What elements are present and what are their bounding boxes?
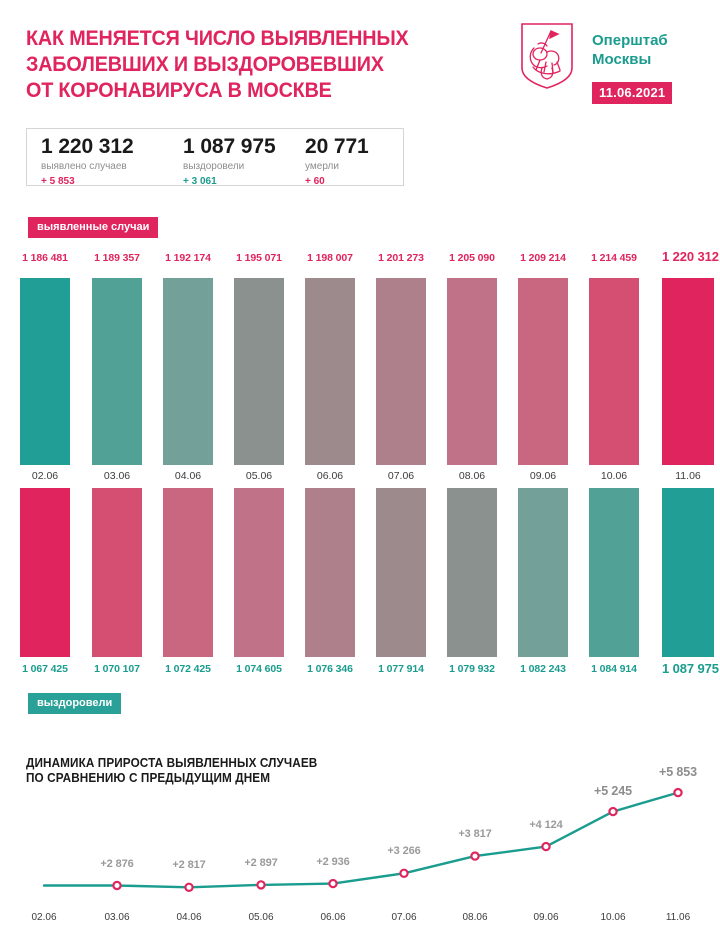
bar-recovered bbox=[662, 488, 714, 657]
line-chart bbox=[0, 748, 720, 935]
bar-date-label: 07.06 bbox=[387, 470, 415, 482]
stat-cases-delta: + 5 853 bbox=[41, 176, 75, 187]
bar-date-label: 10.06 bbox=[600, 470, 628, 482]
line-chart-point-marker bbox=[185, 884, 192, 891]
line-chart-value-label: +2 876 bbox=[100, 857, 134, 870]
bar-value-label-recovered: 1 067 425 bbox=[22, 663, 68, 675]
line-chart-value-label: +5 853 bbox=[659, 764, 697, 779]
bar-value-label-recovered: 1 087 975 bbox=[662, 661, 719, 676]
brand-block bbox=[520, 22, 710, 112]
line-chart-point-marker bbox=[674, 789, 681, 796]
bar-column bbox=[305, 240, 355, 680]
stat-deaths-delta: + 60 bbox=[305, 176, 325, 187]
bar-value-label-cases: 1 201 273 bbox=[378, 252, 424, 264]
bar-cases bbox=[662, 278, 714, 465]
bar-value-label-recovered: 1 072 425 bbox=[165, 663, 211, 675]
line-chart-series-path bbox=[44, 793, 678, 888]
bar-value-label-recovered: 1 077 914 bbox=[378, 663, 424, 675]
line-chart-value-label: +3 266 bbox=[387, 845, 421, 858]
bar-cases bbox=[92, 278, 142, 465]
bar-value-label-cases: 1 195 071 bbox=[236, 252, 282, 264]
bar-date-label: 03.06 bbox=[103, 470, 131, 482]
bar-value-label-cases: 1 186 481 bbox=[22, 252, 68, 264]
bar-chart-group bbox=[0, 240, 720, 680]
bar-recovered bbox=[589, 488, 639, 657]
bar-recovered bbox=[163, 488, 213, 657]
stat-recovered bbox=[183, 136, 276, 188]
line-chart-point-marker bbox=[329, 880, 336, 887]
stat-cases bbox=[41, 136, 134, 188]
brand-name-line-1: Оперштаб bbox=[592, 32, 668, 49]
stat-deaths bbox=[305, 136, 369, 188]
line-chart-value-label: +2 936 bbox=[316, 855, 350, 868]
page-title-line-2: ЗАБОЛЕВШИХ И ВЫЗДОРОВЕВШИХ bbox=[26, 52, 384, 76]
bar-cases bbox=[447, 278, 497, 465]
line-chart-value-label: +3 817 bbox=[458, 828, 492, 841]
bar-value-label-cases: 1 220 312 bbox=[662, 249, 719, 264]
line-chart-date-label: 11.06 bbox=[665, 912, 691, 923]
bar-cases bbox=[234, 278, 284, 465]
bar-cases bbox=[20, 278, 70, 465]
line-chart-title-line-1: ДИНАМИКА ПРИРОСТА ВЫЯВЛЕННЫХ СЛУЧАЕВ bbox=[26, 756, 318, 770]
bar-value-label-recovered: 1 084 914 bbox=[591, 663, 637, 675]
bar-value-label-recovered: 1 079 932 bbox=[449, 663, 495, 675]
bar-value-label-cases: 1 205 090 bbox=[449, 252, 495, 264]
summary-stats-box bbox=[26, 128, 404, 186]
bar-value-label-recovered: 1 074 605 bbox=[236, 663, 282, 675]
bar-date-label: 11.06 bbox=[675, 470, 701, 482]
line-chart-date-label: 09.06 bbox=[533, 912, 559, 923]
bar-recovered bbox=[20, 488, 70, 657]
legend-badge-recovered: выздоровели bbox=[28, 693, 121, 714]
moscow-coat-of-arms-icon bbox=[520, 22, 574, 90]
stat-deaths-label: умерли bbox=[305, 161, 339, 172]
bar-recovered bbox=[518, 488, 568, 657]
report-date-badge: 11.06.2021 bbox=[592, 82, 672, 104]
bar-column bbox=[662, 240, 719, 680]
bar-value-label-recovered: 1 070 107 bbox=[94, 663, 140, 675]
bar-recovered bbox=[234, 488, 284, 657]
line-chart-date-label: 05.06 bbox=[248, 912, 274, 923]
bar-column bbox=[20, 240, 70, 680]
line-chart-point-marker bbox=[471, 853, 478, 860]
line-chart-value-label: +2 817 bbox=[172, 859, 206, 872]
page-title bbox=[26, 25, 431, 103]
bar-value-label-cases: 1 214 459 bbox=[591, 252, 637, 264]
bar-date-label: 04.06 bbox=[174, 470, 202, 482]
brand-name-line-2: Москвы bbox=[592, 51, 652, 68]
legend-badge-cases: выявленные случаи bbox=[28, 217, 158, 238]
stat-recovered-value: 1 087 975 bbox=[183, 135, 276, 158]
bar-recovered bbox=[92, 488, 142, 657]
page-title-line-3: ОТ КОРОНАВИРУСА В МОСКВЕ bbox=[26, 78, 332, 102]
line-chart-value-label: +4 124 bbox=[529, 818, 563, 831]
line-chart-date-label: 06.06 bbox=[320, 912, 346, 923]
bar-column bbox=[92, 240, 142, 680]
bar-cases bbox=[589, 278, 639, 465]
stat-recovered-delta: + 3 061 bbox=[183, 176, 217, 187]
bar-recovered bbox=[376, 488, 426, 657]
bar-date-label: 05.06 bbox=[245, 470, 273, 482]
line-chart-point-marker bbox=[400, 870, 407, 877]
header bbox=[0, 0, 720, 120]
line-chart-date-label: 07.06 bbox=[391, 912, 417, 923]
bar-value-label-recovered: 1 082 243 bbox=[520, 663, 566, 675]
line-chart-point-marker bbox=[609, 808, 616, 815]
stat-recovered-label: выздоровели bbox=[183, 161, 245, 172]
line-chart-date-label: 03.06 bbox=[104, 912, 130, 923]
bar-cases bbox=[518, 278, 568, 465]
bar-value-label-cases: 1 198 007 bbox=[307, 252, 353, 264]
line-chart-date-label: 04.06 bbox=[176, 912, 202, 923]
bar-date-label: 09.06 bbox=[529, 470, 557, 482]
page-title-line-1: КАК МЕНЯЕТСЯ ЧИСЛО ВЫЯВЛЕННЫХ bbox=[26, 26, 409, 50]
line-chart-point-marker bbox=[542, 843, 549, 850]
line-chart-point-marker bbox=[257, 881, 264, 888]
stat-cases-value: 1 220 312 bbox=[41, 135, 134, 158]
stat-deaths-value: 20 771 bbox=[305, 135, 369, 158]
bar-cases bbox=[305, 278, 355, 465]
bar-column bbox=[518, 240, 568, 680]
bar-column bbox=[163, 240, 213, 680]
bar-column bbox=[447, 240, 497, 680]
bar-date-label: 06.06 bbox=[316, 470, 344, 482]
bar-value-label-cases: 1 189 357 bbox=[94, 252, 140, 264]
line-chart-title-line-2: ПО СРАВНЕНИЮ С ПРЕДЫДУЩИМ ДНЕМ bbox=[26, 771, 271, 785]
bar-recovered bbox=[305, 488, 355, 657]
line-chart-date-label: 08.06 bbox=[462, 912, 488, 923]
bar-recovered bbox=[447, 488, 497, 657]
line-chart-point-marker bbox=[113, 882, 120, 889]
line-chart-value-label: +2 897 bbox=[244, 856, 278, 869]
brand-name bbox=[592, 31, 668, 69]
bar-date-label: 08.06 bbox=[458, 470, 486, 482]
stat-cases-label: выявлено случаев bbox=[41, 161, 127, 172]
line-chart-date-label: 10.06 bbox=[600, 912, 626, 923]
line-chart-value-label: +5 245 bbox=[594, 783, 632, 798]
bar-cases bbox=[376, 278, 426, 465]
bar-value-label-recovered: 1 076 346 bbox=[307, 663, 353, 675]
line-chart-date-label: 02.06 bbox=[31, 912, 57, 923]
bar-column bbox=[234, 240, 284, 680]
bar-cases bbox=[163, 278, 213, 465]
line-chart-plot bbox=[0, 748, 720, 935]
bar-value-label-cases: 1 209 214 bbox=[520, 252, 566, 264]
bar-value-label-cases: 1 192 174 bbox=[165, 252, 211, 264]
bar-column bbox=[589, 240, 639, 680]
bar-column bbox=[376, 240, 426, 680]
bar-date-label: 02.06 bbox=[31, 470, 59, 482]
